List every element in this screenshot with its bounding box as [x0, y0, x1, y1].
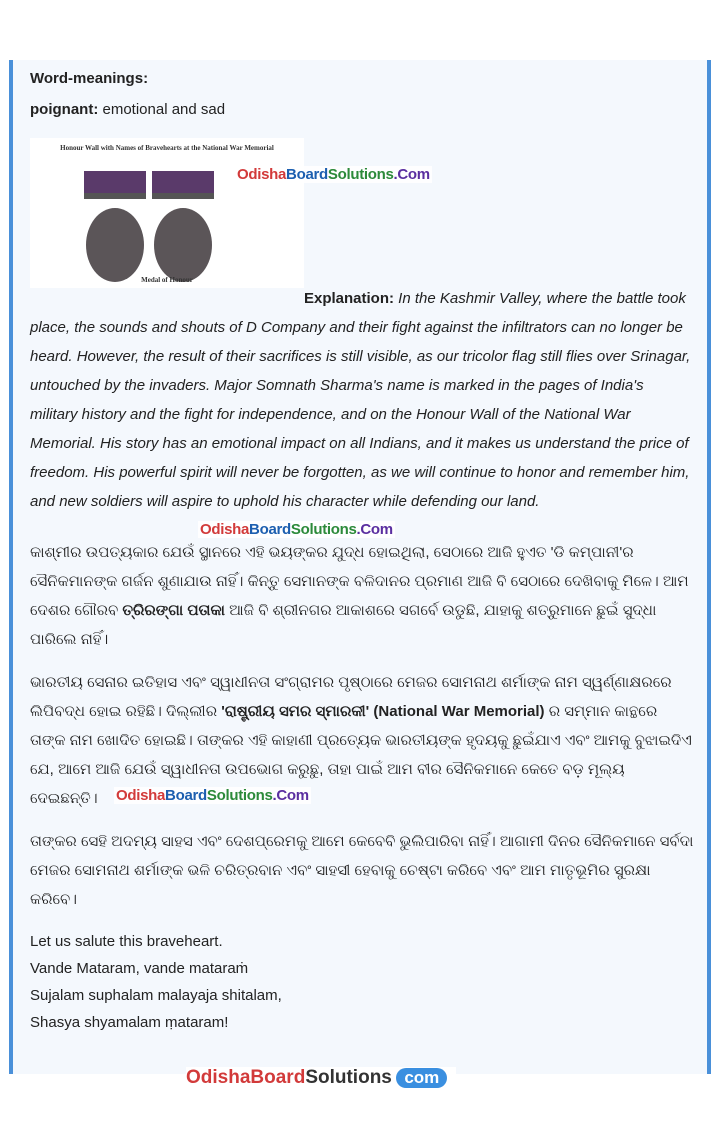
closing-line: Vande Mataram, vande mataraṁ — [30, 960, 249, 977]
odia-paragraph-3: ତାଙ୍କର ସେହି ଅଦମ୍ୟ ସାହସ ଏବଂ ଦେଶପ୍ରେମକୁ ଆମେ କେବେବି ଭୁଲିପାରିବା ନାହିଁ। ଆଗାମୀ ଦିନର ସୈନିକମାନେ ସର୍ବଦା ମେଜର ସୋମନାଥ ଶର୍ମାଙ୍କ ଭଳି ଚରିତ୍ରବାନ ଏବଂ ସାହସୀ ହେବାକୁ ଚେଷ୍ଟା କରିବେ ଏବଂ ଆମ ମାତୃଭୂମିର ସୁରକ୍ଷା କରିବେ। — [30, 833, 694, 908]
watermark: OdishaBoardSolutions.Com — [237, 166, 430, 183]
word-meanings-heading: Word-meanings: — [30, 70, 149, 87]
term: poignant: — [30, 101, 99, 118]
watermark: OdishaBoardSolutions.Com — [116, 787, 309, 804]
word-meaning-item — [30, 95, 695, 124]
content-box — [9, 60, 711, 1074]
medal-disc — [154, 208, 212, 282]
medal-ribbon — [152, 171, 214, 199]
medal-of-honour-image — [30, 138, 304, 288]
footer-logo: OdishaBoardSolutions com — [186, 1067, 456, 1101]
closing-line: Shasya shyamalam ṃataram! — [30, 1014, 229, 1031]
watermark: OdishaBoardSolutions.Com — [200, 521, 393, 538]
definition: emotional and sad — [98, 101, 226, 118]
odia-paragraph-2: ଭାରତୀୟ ସେନାର ଇତିହାସ ଏବଂ ସ୍ୱାଧୀନତା ସଂଗ୍ରାମର ପୃଷ୍ଠାରେ ମେଜର ସୋମନାଥ ଶର୍ମାଙ୍କ ନାମ ସ୍ୱର୍ଣ୍ଣାକ୍ଷରରେ ଲିପିବଦ୍ଧ ହୋଇ ରହିଛି। ଦିଲ୍ଲୀର 'ରାଷ୍ଟ୍ରୀୟ ସମର ସ୍ମାରକୀ' (National War Memorial) ର ସମ୍ମାନ କାନ୍ଥରେ ତାଙ୍କ ନାମ ଖୋଦିତ ହୋଇଛି। ତାଙ୍କର ଏହି କାହାଣୀ ପ୍ରତ୍ୟେକ ଭାରତୀୟଙ୍କ ହୃଦୟକୁ ଛୁଇଁଯାଏ ଏବଂ ଆମକୁ ବୁଝାଇଦିଏ ଯେ, ଆମେ ଆଜି ଯେଉଁ ସ୍ୱାଧୀନତା ଉପଭୋଗ କରୁଛୁ, ତାହା ପାଇଁ ଆମ ବୀର ସୈନିକମାନେ କେତେ ବଡ଼ ମୂଲ୍ୟ ଦେଇଛନ୍ତି। — [30, 674, 692, 807]
medal-disc — [86, 208, 144, 282]
image-caption-bottom: Medal of Honour — [141, 276, 193, 284]
odia-paragraph-1: କାଶ୍ମୀର ଉପତ୍ୟକାର ଯେଉଁ ସ୍ଥାନରେ ଏହି ଭୟଙ୍କର ଯୁଦ୍ଧ ହୋଇଥିଲା, ସେଠାରେ ଆଜି ହୁଏତ 'ଡି କମ୍ପାନୀ'ର ସୈନିକମାନଙ୍କ ଗର୍ଜନ ଶୁଣାଯାଉ ନାହିଁ। କିନ୍ତୁ ସେମାନଙ୍କ ବଳିଦାନର ପ୍ରମାଣ ଆଜି ବି ସେଠାରେ ଦେଖିବାକୁ ମିଳେ। ଆମ ଦେଶର ଗୌରବ ତ୍ରିରଙ୍ଗା ପତାକା ଆଜି ବି ଶ୍ରୀନଗର ଆକାଶରେ ସଗର୍ବେ ଉଡୁଛି, ଯାହାକୁ ଶତ୍ରୁମାନେ ଛୁଇଁ ସୁଦ୍ଧା ପାରିଲେ ନାହିଁ। — [30, 544, 689, 648]
closing-line: Let us salute this braveheart. — [30, 933, 223, 950]
closing-line: Sujalam suphalam malayaja shitalam, — [30, 987, 282, 1004]
medal-ribbon — [84, 171, 146, 199]
image-caption-top: Honour Wall with Names of Bravehearts at the National War Memorial — [60, 144, 274, 152]
explanation-text: In the Kashmir Valley, where the battle took place, the sounds and shouts of D Company and their fight against the infiltrators can no longer be heard. However, the result of their sacrifices is still visible, as our tricolor flag still flies over Srinagar, untouched by the invaders. Major Somnath Sharma's name is marked in the pages of India's military history and the fight for independence, and on the Honour Wall of the National War Memorial. His story has an emotional impact on all Indians, and it makes us understand the price of freedom. His powerful spirit will never be forgotten, as we will continue to honor and remember him, and new soldiers will aspire to uphold his character while defending our land. — [30, 290, 691, 510]
explanation-paragraph — [30, 284, 695, 516]
explanation-label: Explanation: — [304, 290, 395, 307]
